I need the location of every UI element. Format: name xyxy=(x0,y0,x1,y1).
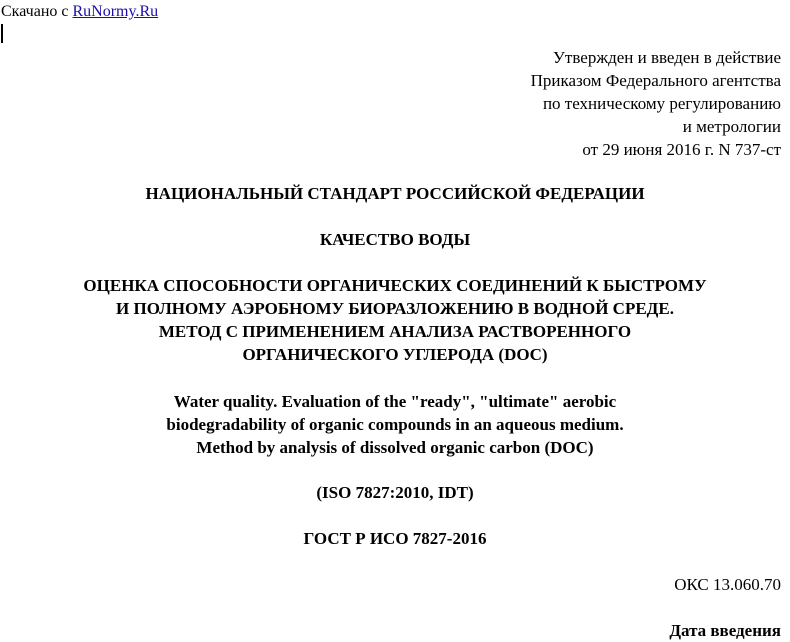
title-en-line: Method by analysis of dissolved organic carbon (DOC) xyxy=(196,438,594,457)
title-russian xyxy=(0,274,790,366)
approval-line: по техническому регулированию xyxy=(542,94,781,113)
iso-reference: (ISO 7827:2010, IDT) xyxy=(316,483,474,502)
oks-code: ОКС 13.060.70 xyxy=(674,575,781,594)
downloaded-prefix: Скачано с xyxy=(1,3,69,20)
approval-block xyxy=(531,46,781,161)
text-cursor xyxy=(1,24,3,43)
approval-line: от 29 июня 2016 г. N 737-ст xyxy=(582,140,781,159)
approval-line: Утвержден и введен в действие xyxy=(552,48,781,67)
title-en-line: biodegradability of organic compounds in an aqueous medium. xyxy=(166,415,624,434)
title-ru-line: МЕТОД С ПРИМЕНЕНИЕМ АНАЛИЗА РАСТВОРЕННОГО xyxy=(158,322,632,341)
title-ru-line: ОЦЕНКА СПОСОБНОСТИ ОРГАНИЧЕСКИХ СОЕДИНЕНИЙ К БЫСТРОМУ xyxy=(83,276,707,295)
gost-number: ГОСТ Р ИСО 7827-2016 xyxy=(303,529,487,548)
approval-line: и метрологии xyxy=(682,117,781,136)
title-english xyxy=(0,390,790,459)
subject-heading: КАЧЕСТВО ВОДЫ xyxy=(319,230,471,249)
title-ru-line: И ПОЛНОМУ АЭРОБНОМУ БИОРАЗЛОЖЕНИЮ В ВОДНОЙ СРЕДЕ. xyxy=(116,299,674,318)
title-ru-line: ОРГАНИЧЕСКОГО УГЛЕРОДА (DOC) xyxy=(242,345,548,364)
approval-line: Приказом Федерального агентства xyxy=(530,71,781,90)
download-source-line xyxy=(1,2,158,22)
intro-date-label: Дата введения xyxy=(669,621,781,640)
title-en-line: Water quality. Evaluation of the "ready", "ultimate" aerobic xyxy=(173,392,617,411)
source-link[interactable]: RuNormy.Ru xyxy=(72,3,159,20)
national-standard-heading: НАЦИОНАЛЬНЫЙ СТАНДАРТ РОССИЙСКОЙ ФЕДЕРАЦИИ xyxy=(145,184,645,203)
